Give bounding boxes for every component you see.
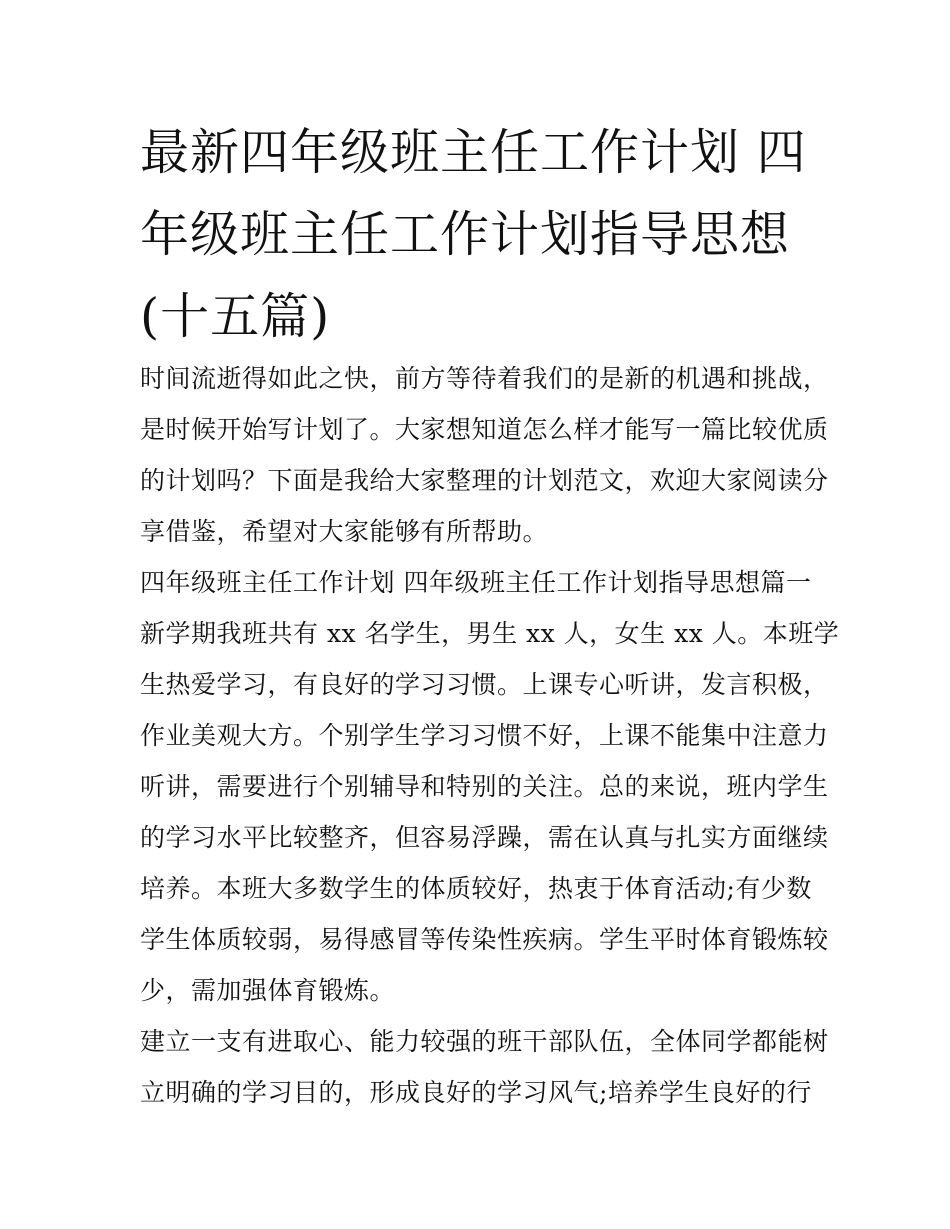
text-line: 的计划吗？下面是我给大家整理的计划范文，欢迎大家阅读分 [140,466,829,495]
text-line: 建立一支有进取心、能力较强的班干部队伍，全体同学都能树 [140,1027,829,1056]
text-line: 四年级班主任工作计划 四年级班主任工作计划指导思想篇一 [140,568,812,597]
text-line: 时间流逝得如此之快，前方等待着我们的是新的机遇和挑战， [140,364,829,393]
body-paragraph [140,1021,829,1123]
text-line: 新学期我班共有 xx 名学生，男生 xx 人，女生 xx 人。本班学 [140,619,840,648]
document-title [140,112,820,358]
title-line: 年级班主任工作计划指导思想 [140,206,791,263]
text-line: 学生体质较弱，易得感冒等传染性疾病。学生平时体育锻炼较 [140,925,829,954]
section-heading [140,562,820,613]
text-line: 立明确的学习目的，形成良好的学习风气;培养学生良好的行 [140,1078,812,1107]
intro-paragraph [140,358,829,562]
title-line: 最新四年级班主任工作计划 四 [140,124,807,181]
text-line: 生热爱学习，有良好的学习习惯。上课专心听讲，发言积极， [140,670,829,699]
text-line: 是时候开始写计划了。大家想知道怎么样才能写一篇比较优质 [140,415,829,444]
text-line: 少，需加强体育锻炼。 [140,976,396,1005]
text-line: 的学习水平比较整齐，但容易浮躁，需在认真与扎实方面继续 [140,823,829,852]
body-paragraph [140,613,840,1021]
title-line: (十五篇) [140,288,331,345]
text-line: 享借鉴，希望对大家能够有所帮助。 [140,517,549,546]
text-line: 培养。本班大多数学生的体质较好，热衷于体育活动;有少数 [140,874,812,903]
document-body [140,358,840,1123]
text-line: 作业美观大方。个别学生学习习惯不好，上课不能集中注意力 [140,721,829,750]
text-line: 听讲，需要进行个别辅导和特别的关注。总的来说，班内学生 [140,772,829,801]
